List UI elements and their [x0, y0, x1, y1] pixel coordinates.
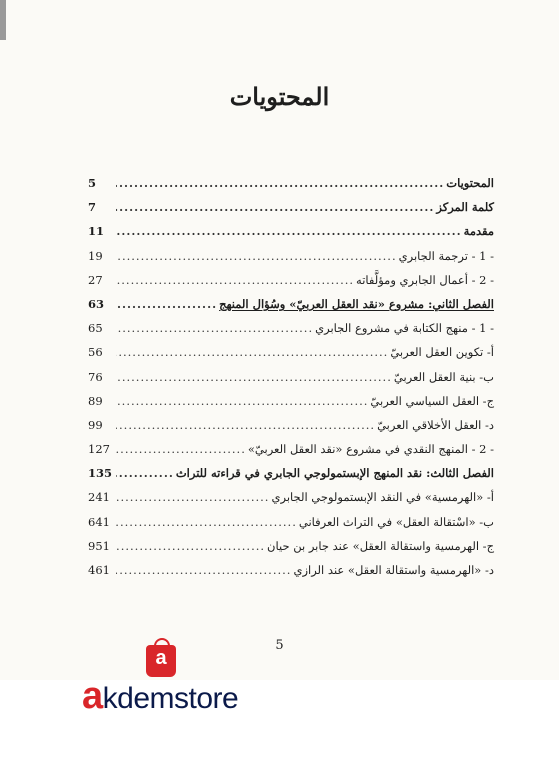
dot-leader	[116, 442, 246, 456]
toc-entry-title: ب- «اسْتقالة العقل» في التراث العرفاني	[298, 514, 494, 529]
table-of-contents	[88, 176, 494, 587]
toc-entry-title: كلمة المركز	[436, 200, 494, 215]
toc-entry-title: ج- العقل السياسي العربيّ	[370, 393, 494, 408]
toc-entry	[88, 345, 494, 369]
toc-entry-page: 89	[88, 393, 103, 408]
toc-entry	[88, 370, 494, 394]
toc-entry	[88, 224, 494, 248]
toc-entry	[88, 297, 494, 321]
toc-entry-title: - 2 - أعمال الجابري ومؤلَّفاته	[356, 272, 494, 287]
dot-leader	[116, 345, 388, 359]
brand-first-letter: a	[82, 675, 103, 717]
toc-entry-title: الفصل الثاني: مشروع «نقد العقل العربيّ» وسُؤال المنهج	[219, 296, 494, 311]
toc-entry	[88, 466, 494, 490]
dot-leader	[116, 466, 174, 480]
toc-entry-page: 7	[88, 200, 97, 215]
toc-entry-title: أ- تكوين العقل العربيّ	[390, 345, 494, 360]
brand-wordmark	[82, 675, 238, 718]
shopping-bag-icon	[146, 645, 176, 677]
toc-entry	[88, 200, 494, 224]
toc-entry-title: الفصل الثالث: نقد المنهج الإبستمولوجي الجابري في قراءته للتراث	[175, 466, 494, 481]
toc-entry-title: ج- الهرمسية واستقالة العقل» عند جابر بن حيان	[267, 538, 494, 553]
toc-entry-title: أ- «الهرمسية» في النقد الإبستمولوجي الجابري	[271, 490, 494, 505]
toc-entry	[88, 321, 494, 345]
toc-entry	[88, 490, 494, 514]
dot-leader	[116, 515, 297, 529]
toc-entry	[88, 563, 494, 587]
bag-letter: a	[155, 647, 167, 669]
toc-entry-page: 127	[88, 442, 110, 457]
dot-leader	[116, 200, 434, 214]
toc-entry-page: 135	[88, 466, 113, 481]
toc-entry	[88, 176, 494, 200]
dot-leader	[116, 249, 397, 263]
toc-entry-page: 5	[88, 176, 97, 190]
toc-entry-title: مقدمة	[463, 224, 494, 239]
dot-leader	[116, 490, 269, 504]
toc-entry-page: 951	[88, 538, 110, 553]
dot-leader	[116, 297, 217, 311]
toc-entry	[88, 515, 494, 539]
toc-entry	[88, 418, 494, 442]
dot-leader	[116, 563, 291, 577]
dot-leader	[116, 370, 392, 384]
dot-leader	[116, 273, 354, 287]
dot-leader	[116, 418, 375, 432]
toc-entry-title: ب- بنية العقل العربيّ	[393, 369, 494, 384]
page-number: 5	[275, 638, 284, 653]
dot-leader	[116, 539, 265, 553]
dot-leader	[116, 394, 368, 408]
toc-entry-page: 19	[88, 248, 103, 263]
page-edge-shadow	[0, 0, 6, 40]
toc-entry-page: 241	[88, 490, 110, 505]
toc-entry	[88, 394, 494, 418]
toc-entry-page: 56	[88, 345, 103, 360]
toc-entry	[88, 273, 494, 297]
dot-leader	[116, 176, 444, 190]
toc-entry-page: 65	[88, 321, 103, 336]
toc-entry-title: - 1 - منهج الكتابة في مشروع الجابري	[315, 321, 494, 336]
toc-entry-title: المحتويات	[446, 176, 494, 190]
page-title: المحتويات	[229, 82, 330, 111]
toc-entry-page: 63	[88, 296, 105, 311]
toc-entry-page: 27	[88, 272, 103, 287]
dot-leader	[116, 224, 462, 238]
toc-entry-page: 461	[88, 563, 110, 577]
toc-entry-page: 11	[88, 224, 105, 239]
toc-entry	[88, 539, 494, 563]
toc-entry-title: - 1 - ترجمة الجابري	[398, 248, 494, 263]
toc-entry-page: 641	[88, 514, 110, 529]
toc-entry	[88, 442, 494, 466]
brand-rest: kdemstore	[102, 682, 239, 715]
dot-leader	[116, 321, 313, 335]
toc-entry-title: - 2 - المنهج النقدي في مشروع «نقد العقل العربيّ»	[247, 442, 494, 457]
toc-entry-page: 76	[88, 369, 103, 384]
toc-entry	[88, 249, 494, 273]
toc-entry-title: د- العقل الأخلاقي العربيّ	[377, 417, 494, 432]
toc-entry-title: د- «الهرمسية واستقالة العقل» عند الرازي	[293, 563, 494, 577]
toc-entry-page: 99	[88, 417, 103, 432]
